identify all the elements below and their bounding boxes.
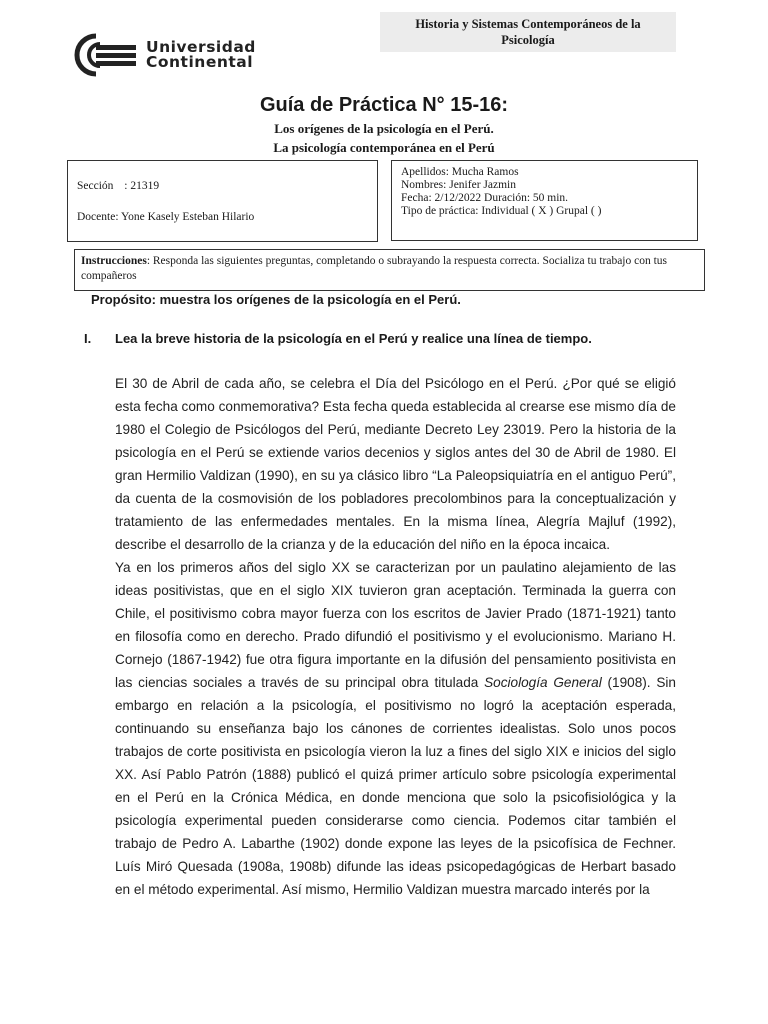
- logo-line-1: Universidad: [146, 38, 256, 56]
- reading-p2-end: (1908). Sin embargo en relación a la psicología, el positivismo no logró la aceptación esperada, continuando su enseñanza bajo los cánones de corrientes idealistas. Solo unos pocos trabajos de corte positivista en psicología vieron la luz a fines del siglo XIX e inicios del siglo XX. Así Pablo Patrón (1888) publicó el quizá primer artículo sobre psicología experimental en el Perú en la Crónica Médica, en donde menciona que solo la psicofisiológica y la psicología experimental pueden considerarse como ciencia. Podemos citar también el trabajo de Pedro A. Labarthe (1902) donde expone las leyes de la psicofísica de Fechner. Luís Miró Quesada (1908a, 1908b) difunde las ideas psicopedagógicas de Herbart basado en el método experimental. Así mismo, Hermilio Valdizan muestra marcado interés por la: [115, 675, 676, 897]
- logo-line-2: Continental: [146, 53, 254, 71]
- practice-type: Tipo de práctica: Individual ( X ) Grupal ( ): [401, 205, 602, 217]
- reading-paragraph-2: [115, 556, 676, 901]
- section-value: : 21319: [124, 180, 160, 192]
- instructions-label: Instrucciones: [81, 255, 147, 267]
- section-line: [77, 180, 159, 192]
- instructions-box: [74, 249, 705, 291]
- section-label: Sección: [77, 180, 114, 192]
- book-title: Sociología General: [484, 675, 602, 690]
- question-number: I.: [84, 331, 92, 346]
- reading-p2-start: Ya en los primeros años del siglo XX se caracterizan por un paulatino alejamiento de las ideas positivistas, que en el siglo XIX tuvieron gran aceptación. Terminada la guerra con Chile, el positivismo cobra mayor fuerza con los escritos de Javier Prado (1871-1921) tanto en filosofía como en derecho. Prado difundió el positivismo y el evolucionismo. Mariano H. Cornejo (1867-1942) fue otra figura importante en la difusión del pensamiento positivista en las ciencias sociales a través de su principal obra titulada: [115, 560, 676, 690]
- practice-date: Fecha: 2/12/2022 Duración: 50 min.: [401, 192, 569, 204]
- course-name: Historia y Sistemas Contemporáneos de la Psicología: [415, 17, 641, 47]
- subtitle-2: La psicología contemporánea en el Perú: [273, 140, 495, 155]
- purpose-statement: Propósito: muestra los orígenes de la psicología en el Perú.: [91, 292, 461, 307]
- teacher-label: Docente:: [77, 211, 119, 223]
- section-info-box: [67, 160, 378, 242]
- course-name-box: [380, 12, 676, 52]
- university-logo-icon: [56, 32, 140, 78]
- guide-title: Guía de Práctica N° 15-16:: [259, 94, 509, 116]
- student-info-box: [391, 160, 698, 241]
- student-names: Nombres: Jenifer Jazmin: [401, 179, 516, 191]
- instructions-text: : Responda las siguientes preguntas, completando o subrayando la respuesta correcta. Socializa tu trabajo con tus compañeros: [81, 255, 668, 282]
- question-text: Lea la breve historia de la psicología en el Perú y realice una línea de tiempo.: [115, 331, 592, 346]
- reading-passage: [115, 372, 676, 901]
- reading-paragraph-1: El 30 de Abril de cada año, se celebra el Día del Psicólogo en el Perú. ¿Por qué se eligió esta fecha como conmemorativa? Esta fecha queda establecida al crearse ese mismo día de 1980 el Colegio de Psicólogos del Perú, mediante Decreto Ley 23019. Pero la historia de la psicología en el Perú se extiende varios decenios y siglos antes del 30 de Abril de 1980. El gran Hermilio Valdizan (1990), en su ya clásico libro “La Paleopsiquiatría en el antiguo Perú”, da cuenta de la cosmovisión de los pobladores precolombinos para la conceptualización y tratamiento de las enfermedades mentales. En la misma línea, Alegría Majluf (1992), describe el desarrollo de la crianza y de la educación del niño en la época incaica.: [115, 376, 676, 552]
- university-logo: [56, 32, 256, 78]
- student-surname: Apellidos: Mucha Ramos: [401, 166, 519, 178]
- teacher-value: Yone Kasely Esteban Hilario: [120, 211, 255, 223]
- subtitle-1: Los orígenes de la psicología en el Perú.: [274, 121, 494, 136]
- teacher-line: [77, 211, 254, 223]
